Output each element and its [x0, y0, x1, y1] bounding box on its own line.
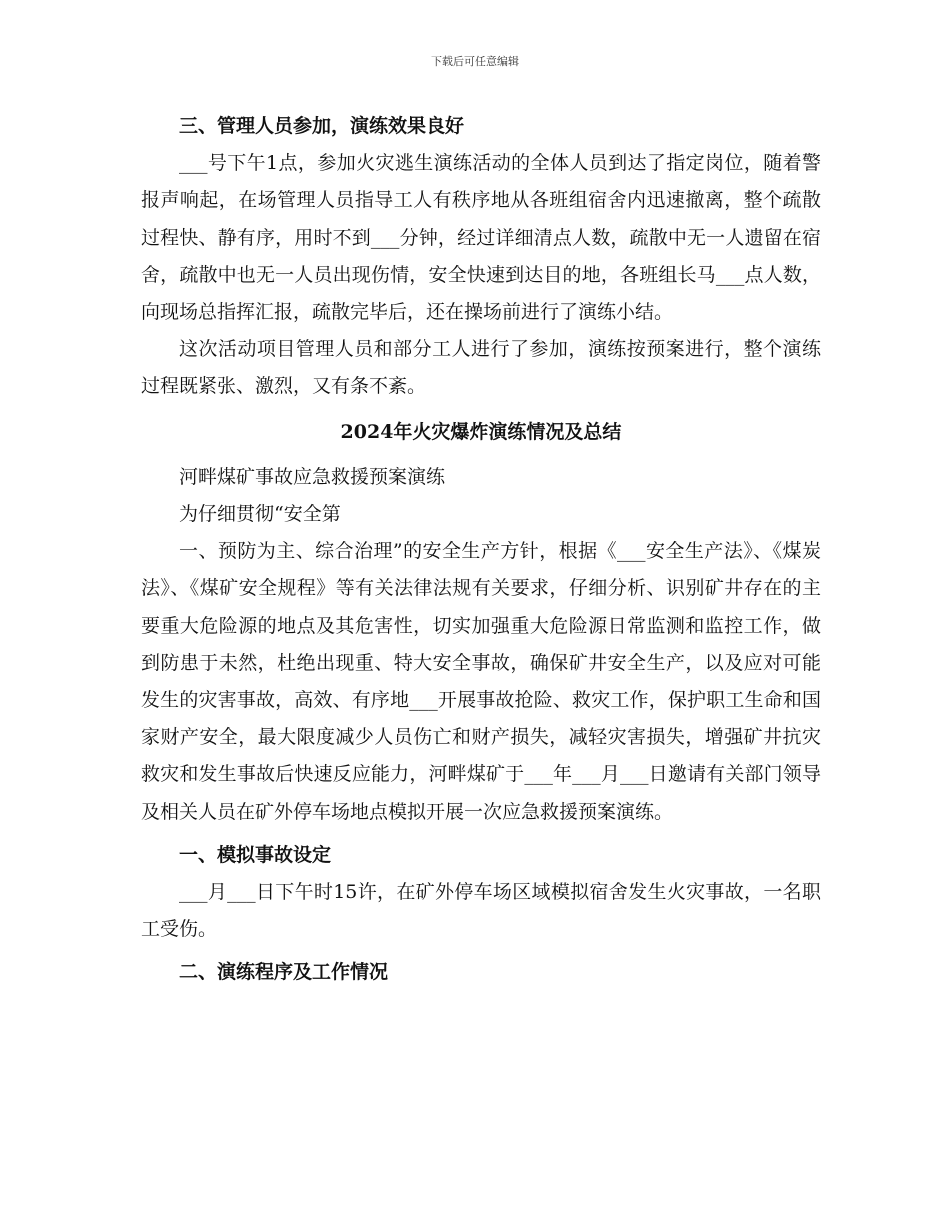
section-heading-2: 二、演练程序及工作情况 — [179, 961, 389, 984]
paragraph-scenario: ___月___日下午时15许，在矿外停车场区域模拟宿舍发生火灾事故，一名职工受伤。 — [141, 881, 821, 941]
section-heading-3: 三、管理人员参加，演练效果良好 — [179, 115, 465, 137]
document-body — [141, 108, 821, 992]
paragraph-line-1: 河畔煤矿事故应急救援预案演练 — [179, 465, 446, 488]
page-header: 下载后可任意编辑 — [431, 55, 519, 68]
section-heading-1: 一、模拟事故设定 — [179, 843, 332, 866]
article-title: 2024年火灾爆炸演练情况及总结 — [340, 420, 622, 443]
paragraph-policy: 一、预防为主、综合治理”的安全生产方针，根据《___安全生产法》、《煤炭法》、《煤矿安全规程》等有关法律法规有关要求，仔细分析、识别矿井存在的主要重大危险源的地点及其危害性，切实加强重大危险源日常监测和监控工作，做到防患于未然，杜绝出现重、特大安全事故，确保矿井安全生产，以及应对可能发生的灾害事故，高效、有序地___开展事故抢险、救灾工作，保护职工生命和国家财产安全，最大限度减少人员伤亡和财产损失，减轻灾害损失，增强矿井抗灾救灾和发生事故后快速反应能力，河畔煤矿于___年___月___日邀请有关部门领导及相关人员在矿外停车场地点模拟开展一次应急救援预案演练。 — [141, 540, 821, 823]
paragraph-line-2: 为仔细贯彻“安全第 — [179, 503, 341, 526]
paragraph-drill-process: ___号下午1点，参加火灾逃生演练活动的全体人员到达了指定岗位，随着警报声响起，在场管理人员指导工人有秩序地从各班组宿舍内迅速撤离，整个疏散过程快、静有序，用时不到___分钟，经过详细清点人数，疏散中无一人遗留在宿舍，疏散中也无一人员出现伤情，安全快速到达目的地，各班组长马___点人数，向现场总指挥汇报，疏散完毕后，还在操场前进行了演练小结。 — [141, 152, 821, 324]
paragraph-drill-summary: 这次活动项目管理人员和部分工人进行了参加，演练按预案进行，整个演练过程既紧张、激烈，又有条不紊。 — [141, 338, 821, 398]
